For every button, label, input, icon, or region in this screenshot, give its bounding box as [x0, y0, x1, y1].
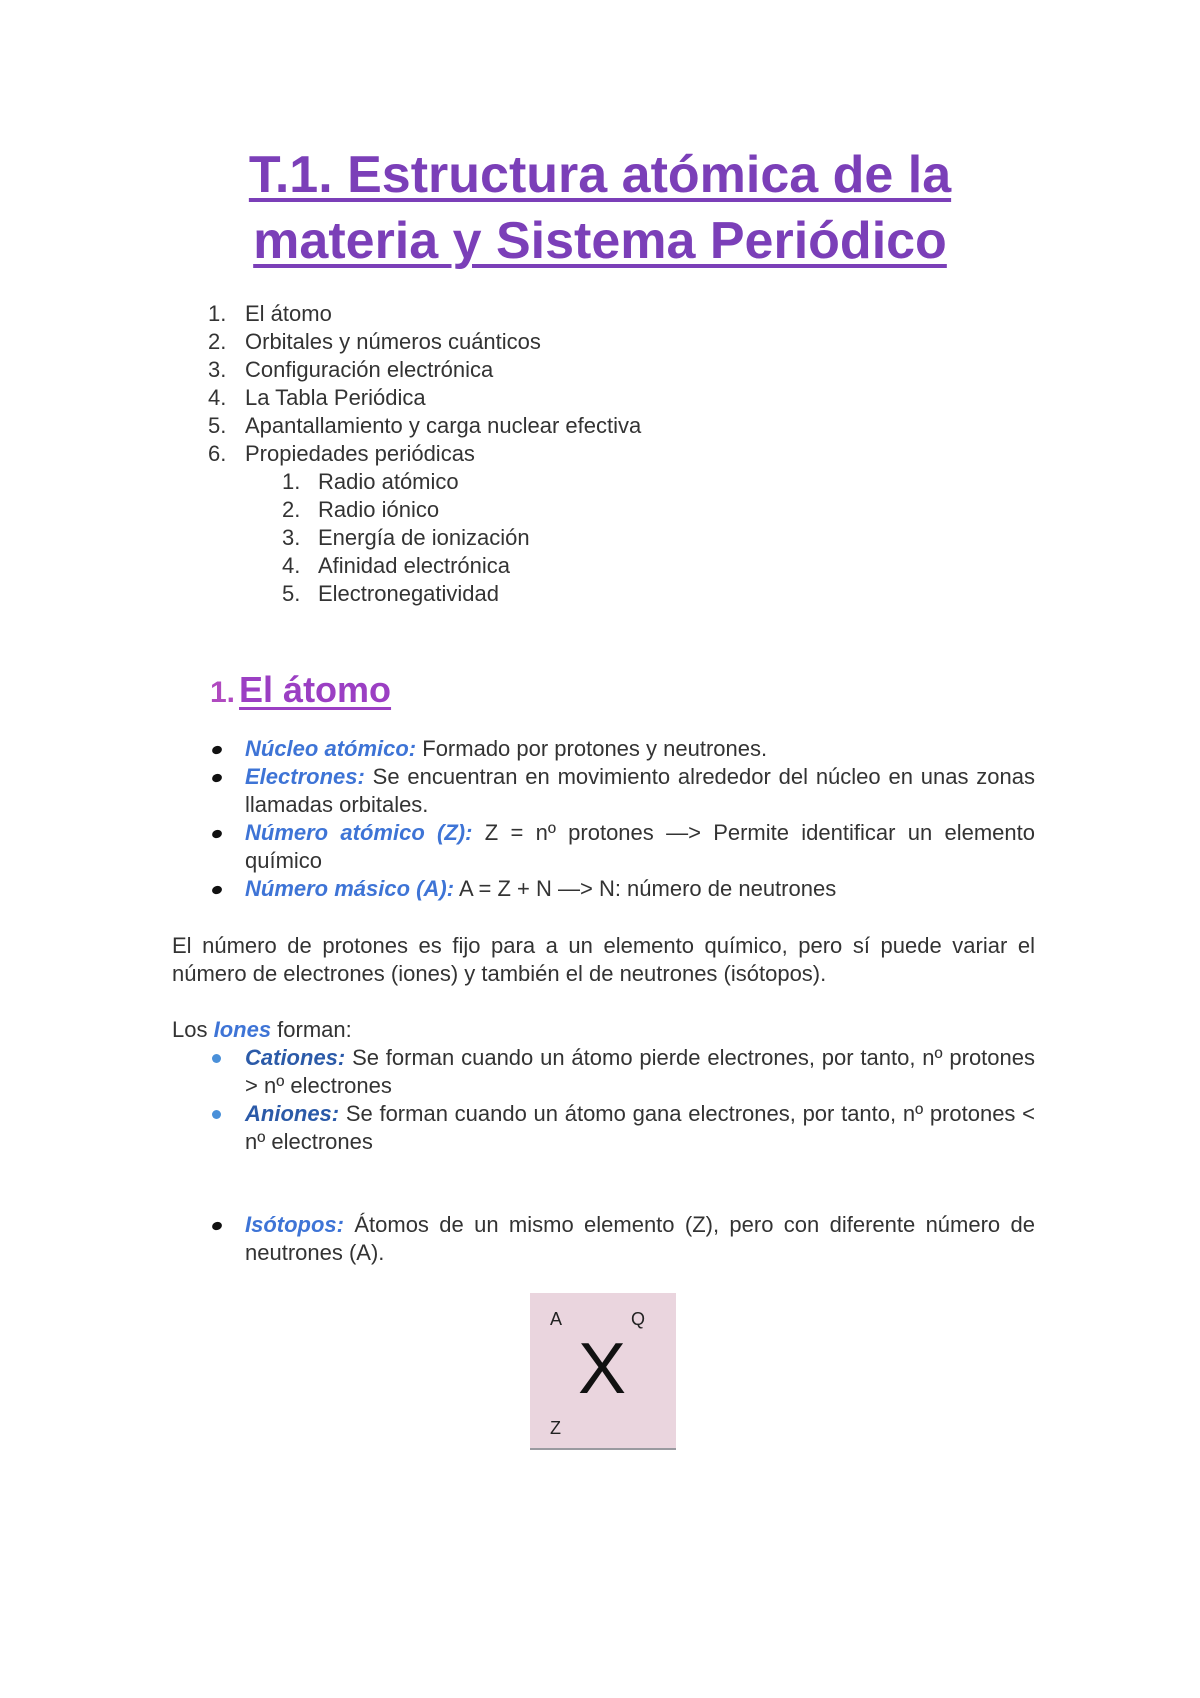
toc-item-label: Configuración electrónica [245, 357, 494, 382]
term-text: Átomos de un mismo elemento (Z), pero con diferente número de neutrones (A). [245, 1212, 1035, 1265]
toc-subitem-number: 3. [282, 525, 301, 550]
toc-item-number: 5. [208, 413, 227, 438]
term-text: A = Z + N —> N: número de neutrones [454, 876, 837, 901]
ions-term: Iones [213, 1017, 272, 1042]
term-label: Número atómico (Z): [245, 820, 473, 845]
toc-item-number: 6. [208, 441, 227, 466]
toc-item-label: Orbitales y números cuánticos [245, 329, 541, 354]
toc-item-number: 4. [208, 385, 227, 410]
bullet-icon [211, 829, 223, 840]
ions-intro-post: forman: [271, 1017, 352, 1042]
charge-label: Q [631, 1309, 646, 1329]
bullet-icon [212, 1110, 221, 1119]
toc-subitem-number: 4. [282, 553, 301, 578]
term-text: Se forman cuando un átomo gana electrones, por tanto, nº protones < nº electrones [245, 1101, 1035, 1154]
term-text: Formado por protones y neutrones. [416, 736, 768, 761]
term-text: Se encuentran en movimiento alrededor del núcleo en unas zonas llamadas orbitales. [245, 764, 1035, 817]
list-item [245, 875, 1035, 903]
atomic-number-label: Z [550, 1418, 561, 1438]
list-item [245, 1211, 1035, 1267]
section-title: El átomo [239, 669, 392, 710]
toc-subitem-label: Afinidad electrónica [318, 553, 511, 578]
ions-intro [172, 1016, 352, 1044]
toc-item-label: La Tabla Periódica [245, 385, 426, 410]
toc-subitem-label: Radio iónico [318, 497, 440, 522]
toc-subitem-label: Electronegatividad [318, 581, 500, 606]
toc-item-number: 2. [208, 329, 227, 354]
toc-item-number: 1. [208, 301, 227, 326]
section-heading [210, 668, 391, 715]
bullet-icon [212, 1054, 221, 1063]
mass-number-label: A [550, 1309, 563, 1329]
bullet-icon [211, 1221, 223, 1232]
bullet-icon [211, 773, 223, 784]
nuclide-notation-figure [530, 1293, 676, 1450]
list-item [245, 1044, 1035, 1100]
term-label: Número másico (A): [245, 876, 455, 901]
toc-item-label: El átomo [245, 301, 332, 326]
list-item [245, 1100, 1035, 1156]
toc-subitem-label: Radio atómico [318, 469, 459, 494]
toc-subitem-number: 2. [282, 497, 301, 522]
document-title [150, 142, 1050, 274]
section-number: 1. [210, 676, 236, 709]
element-symbol: X [578, 1329, 627, 1409]
bullet-icon [211, 885, 223, 896]
toc-subitem-number: 1. [282, 469, 301, 494]
term-label: Electrones: [245, 764, 365, 789]
list-item [245, 819, 1035, 875]
term-label: Cationes: [245, 1045, 346, 1070]
term-text: Se forman cuando un átomo pierde electrones, por tanto, nº protones > nº electrones [245, 1045, 1035, 1098]
body-paragraph: El número de protones es fijo para a un elemento químico, pero sí puede variar el número de electrones (iones) y también el de neutrones (isótopos). [172, 933, 1035, 986]
term-label: Isótopos: [245, 1212, 344, 1237]
toc-subitem-number: 5. [282, 581, 301, 606]
term-label: Núcleo atómico: [245, 736, 417, 761]
list-item [245, 735, 1035, 763]
title-line-2: materia y Sistema Periódico [253, 212, 947, 270]
toc-item-label: Apantallamiento y carga nuclear efectiva [245, 413, 642, 438]
toc-subitem-label: Energía de ionización [318, 525, 530, 550]
term-label: Aniones: [245, 1101, 340, 1126]
toc-item-number: 3. [208, 357, 227, 382]
term-text: Z = nº protones —> Permite identificar un elemento químico [245, 820, 1035, 873]
ions-intro-pre: Los [172, 1017, 214, 1042]
list-item [245, 763, 1035, 819]
bullet-icon [211, 745, 223, 756]
toc-item-label: Propiedades periódicas [245, 441, 475, 466]
title-line-1: T.1. Estructura atómica de la [248, 146, 952, 204]
